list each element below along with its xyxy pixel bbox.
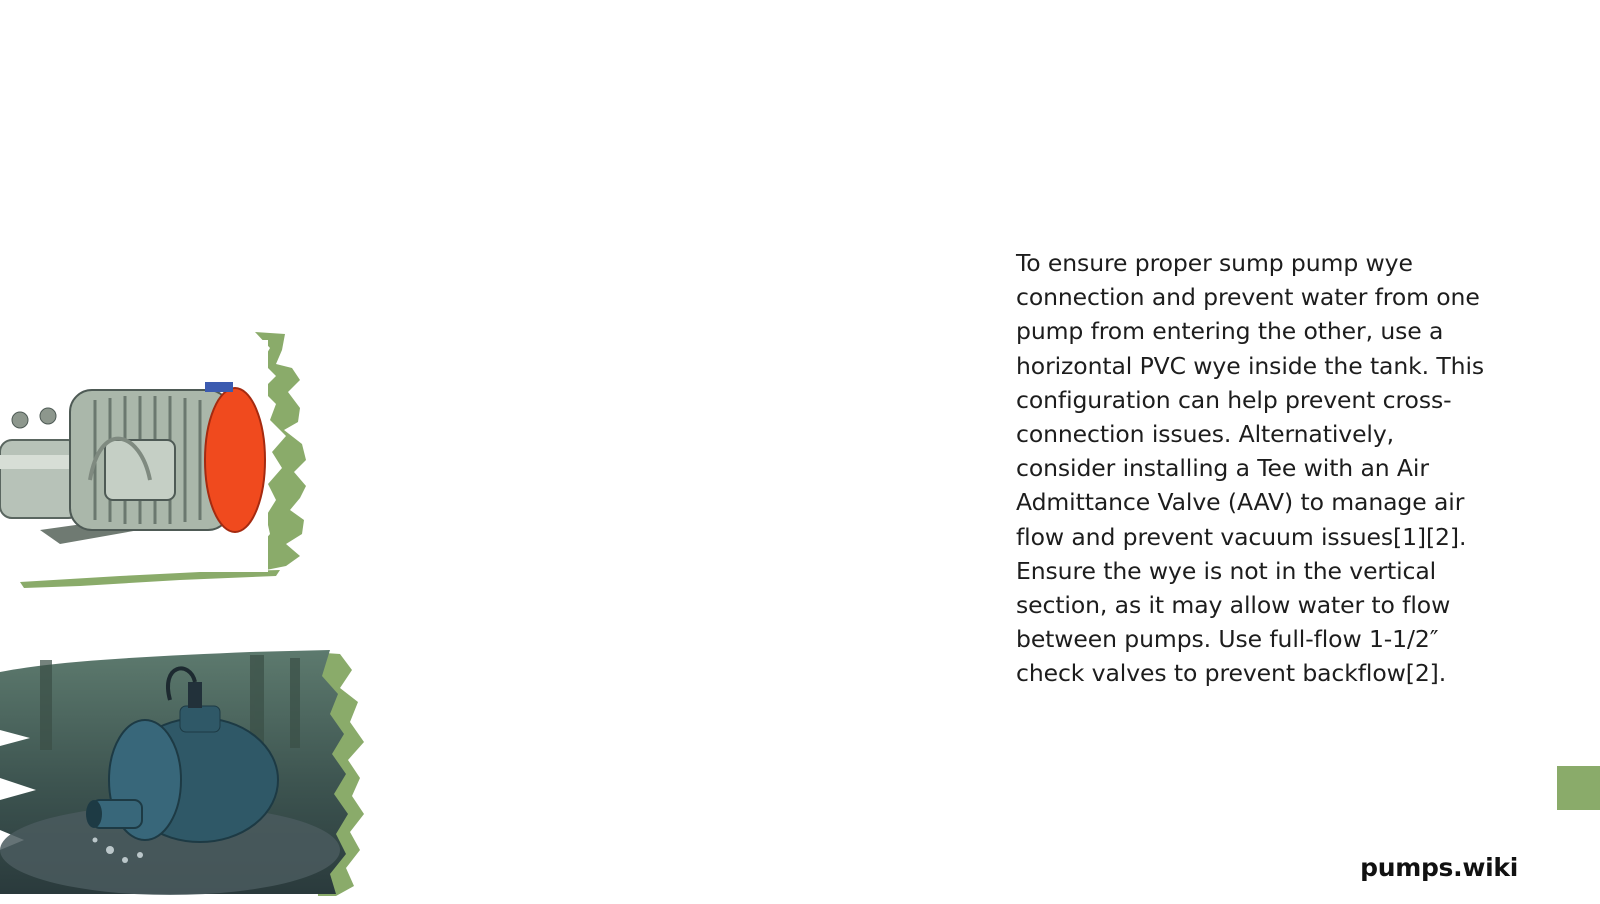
brand-logo-text[interactable]: pumps.wiki [1360,853,1518,882]
paragraph-line: consider installing a Tee with an Air [1016,454,1429,483]
paragraph-line: check valves to prevent backflow[2]. [1016,659,1447,688]
article-paragraph [1016,246,1516,691]
submersible-pump-icon [0,650,365,900]
torn-edge-bottom [20,570,280,588]
pump-motor-icon [0,320,320,600]
pump-motor-image [0,320,320,600]
accent-block [1557,766,1600,810]
paragraph-line: pump from entering the other, use a [1016,317,1444,346]
paragraph-line: section, as it may allow water to flow [1016,591,1451,620]
paragraph-line: between pumps. Use full-flow 1-1/2″ [1016,625,1439,654]
paragraph-line: horizontal PVC wye inside the tank. This [1016,351,1485,380]
paragraph-line: connection and prevent water from one [1016,283,1480,312]
submersible-pump-image [0,650,365,900]
paragraph-line: connection issues. Alternatively, [1016,420,1395,449]
paragraph-line: To ensure proper sump pump wye [1016,249,1413,277]
paragraph-line: Ensure the wye is not in the vertical [1016,556,1437,585]
paragraph-line: Admittance Valve (AAV) to manage air [1016,488,1465,517]
paragraph-line: flow and prevent vacuum issues[1][2]. [1016,522,1467,551]
paragraph-line: configuration can help prevent cross- [1016,385,1452,414]
